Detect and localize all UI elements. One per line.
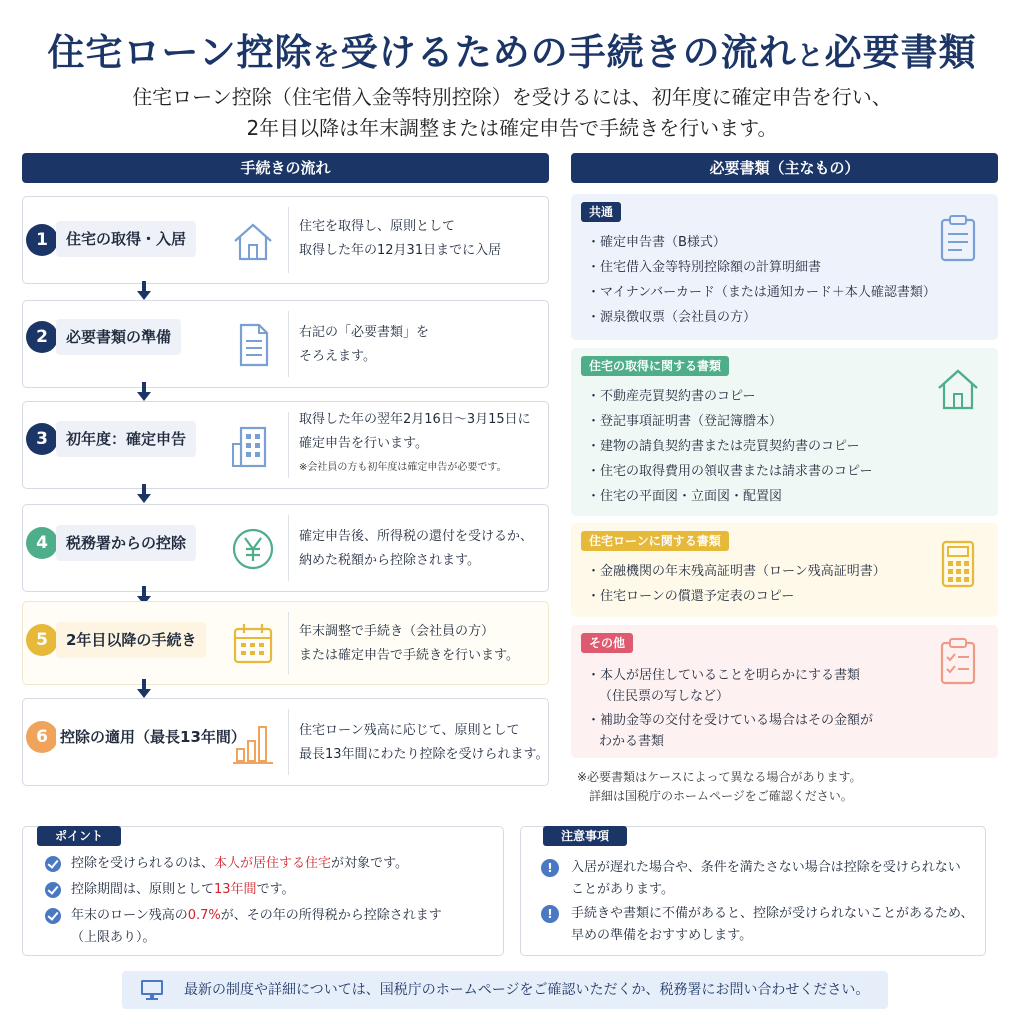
- subtitle-line: 2年目以降は年末調整または確定申告で手続きを行います。: [246, 116, 778, 140]
- desc-line: 住宅ローン残高に応じて、原則として: [299, 723, 520, 738]
- point-highlight: 本人が居住する住宅: [214, 856, 332, 871]
- step-4: [22, 504, 549, 592]
- docs-group-acquisition: [571, 348, 998, 516]
- point-text: です。: [256, 882, 295, 897]
- title-part: 必要書類: [824, 31, 977, 74]
- step-description: [299, 321, 429, 369]
- docs-item: ・住宅借入金等特別控除額の計算明細書: [587, 260, 822, 275]
- docs-item: ・住宅の取得費用の領収書または請求書のコピー: [587, 464, 873, 479]
- bar-chart-icon: [229, 719, 277, 767]
- caution-text: 手続きや書類に不備があると、控除が受けられないことがあるため、: [571, 906, 974, 921]
- subtitle-line: 住宅ローン控除（住宅借入金等特別控除）を受けるには、初年度に確定申告を行い、: [132, 85, 892, 109]
- desc-line: 右記の「必要書類」を: [299, 325, 430, 340]
- point-item: [71, 905, 442, 949]
- docs-list: [587, 665, 873, 752]
- desc-line: 確定申告後、所得税の還付を受けるか、: [299, 529, 534, 544]
- desc-line: そろえます。: [299, 349, 376, 364]
- docs-item: ・源泉徴収票（会社員の方）: [587, 310, 757, 325]
- step-description: [299, 525, 533, 573]
- step-label: 住宅の取得・入居: [56, 221, 196, 257]
- docs-item: （住民票の写しなど）: [599, 689, 730, 704]
- building-icon: [229, 422, 277, 470]
- desc-line: 最長13年間にわたり控除を受けられます。: [299, 747, 549, 762]
- docs-list: [587, 559, 886, 609]
- exclamation-icon: !: [541, 859, 559, 877]
- step-description: [299, 620, 519, 668]
- check-icon: [45, 908, 61, 924]
- desc-line: 納めた税額から控除されます。: [299, 553, 480, 568]
- docs-footnote: [577, 768, 862, 806]
- step-note: ※会社員の方も初年度は確定申告が必要です。: [299, 462, 507, 473]
- docs-item: ・金融機関の年末残高証明書（ローン残高証明書）: [587, 564, 886, 579]
- caution-heading: 注意事項: [543, 826, 627, 846]
- arrow-down-icon: [137, 382, 151, 402]
- info-text: 最新の制度や詳細については、国税庁のホームページをご確認いただくか、税務署にお問い合わせください。: [184, 982, 870, 998]
- docs-group-common: [571, 194, 998, 340]
- docs-item: ・本人が居住していることを明らかにする書類: [587, 668, 861, 683]
- points-heading: ポイント: [37, 826, 121, 846]
- point-text: が対象です。: [331, 856, 408, 871]
- divider: [288, 612, 289, 674]
- docs-group-tag: その他: [581, 633, 633, 653]
- calculator-icon: [936, 539, 980, 589]
- desc-line: 住宅を取得し、原則として: [299, 219, 456, 234]
- title-particle: を: [312, 41, 341, 72]
- caution-text: ことがあります。: [571, 882, 674, 897]
- step-label: 必要書類の準備: [56, 319, 181, 355]
- docs-group-tag: 共通: [581, 202, 621, 222]
- flow-heading: 手続きの流れ: [22, 153, 549, 183]
- caution-item: [547, 857, 961, 901]
- step-3: [22, 401, 549, 489]
- house-icon: [936, 362, 980, 412]
- docs-list: [587, 230, 936, 330]
- exclamation-icon: !: [541, 905, 559, 923]
- clipboard-icon: [936, 214, 980, 264]
- point-text: が、その年の所得税から控除されます: [220, 908, 442, 923]
- docs-item: ・住宅ローンの償還予定表のコピー: [587, 589, 795, 604]
- calendar-icon: [229, 620, 277, 668]
- yen-icon: [229, 525, 277, 573]
- desc-line: 取得した年の12月31日までに入居: [299, 243, 502, 258]
- docs-heading: 必要書類（主なもの）: [571, 153, 998, 183]
- step-1: [22, 196, 549, 284]
- divider: [288, 412, 289, 478]
- step-number: 5: [26, 624, 58, 656]
- divider: [288, 709, 289, 775]
- point-highlight: 0.7%: [187, 908, 221, 923]
- page-subtitle: [0, 82, 1024, 144]
- step-number: 3: [26, 423, 58, 455]
- point-text: 年末のローン残高の: [71, 908, 188, 923]
- footnote-line: ※必要書類はケースによって異なる場合があります。: [577, 770, 862, 784]
- caution-item: [547, 903, 974, 947]
- docs-item: ・補助金等の交付を受けている場合はその金額が: [587, 713, 874, 728]
- docs-item: わかる書類: [599, 734, 665, 749]
- docs-group-tag: 住宅ローンに関する書類: [581, 531, 729, 551]
- caution-text: 入居が遅れた場合や、条件を満たさない場合は控除を受けられない: [571, 860, 961, 875]
- info-bar: [122, 971, 888, 1009]
- docs-item: ・確定申告書（B様式）: [587, 235, 726, 250]
- step-number: 6: [26, 721, 58, 753]
- docs-item: ・登記事項証明書（登記簿謄本）: [587, 414, 783, 429]
- title-particle: と: [796, 41, 825, 72]
- page-title: [0, 22, 1024, 76]
- step-label: 控除の適用（最長13年間）: [56, 719, 250, 755]
- divider: [288, 207, 289, 273]
- step-description: [299, 215, 501, 263]
- title-part: 住宅ローン控除: [47, 31, 313, 74]
- divider: [288, 311, 289, 377]
- desc-line: 年末調整で手続き（会社員の方）: [299, 624, 495, 639]
- docs-item: ・建物の請負契約書または売買契約書のコピー: [587, 439, 860, 454]
- caution-box: [520, 826, 986, 956]
- arrow-down-icon: [137, 484, 151, 504]
- step-number: 1: [26, 224, 58, 256]
- arrow-down-icon: [137, 679, 151, 699]
- monitor-icon: [140, 979, 164, 1001]
- docs-group-tag: 住宅の取得に関する書類: [581, 356, 729, 376]
- step-label: 2年目以降の手続き: [56, 622, 206, 658]
- house-icon: [229, 217, 277, 265]
- step-description: [299, 408, 531, 476]
- desc-line: 取得した年の翌年2月16日〜3月15日に: [299, 412, 531, 427]
- check-icon: [45, 882, 61, 898]
- step-label: 初年度：確定申告: [56, 421, 196, 457]
- step-6: [22, 698, 549, 786]
- desc-line: または確定申告で手続きを行います。: [299, 648, 519, 663]
- title-part: 受けるための手続きの流れ: [340, 31, 797, 74]
- document-icon: [229, 321, 277, 369]
- step-number: 2: [26, 321, 58, 353]
- caution-text: 早めの準備をおすすめします。: [571, 928, 753, 943]
- check-icon: [45, 856, 61, 872]
- docs-item: ・不動産売買契約書のコピー: [587, 389, 756, 404]
- point-text: 控除を受けられるのは、: [71, 856, 215, 871]
- checklist-icon: [936, 637, 980, 687]
- point-highlight: 13年間: [214, 882, 257, 897]
- docs-group-loan: [571, 523, 998, 617]
- point-item: [71, 853, 408, 875]
- footnote-line: 詳細は国税庁のホームページをご確認ください。: [589, 789, 853, 803]
- docs-item: ・マイナンバーカード（または通知カード＋本人確認書類）: [587, 285, 936, 300]
- arrow-down-icon: [137, 281, 151, 301]
- step-description: [299, 719, 549, 767]
- step-number: 4: [26, 527, 58, 559]
- docs-group-other: [571, 625, 998, 758]
- step-label: 税務署からの控除: [56, 525, 196, 561]
- docs-list: [587, 384, 872, 509]
- step-5: [22, 601, 549, 685]
- point-item: [71, 879, 295, 901]
- point-text: 控除期間は、原則として: [71, 882, 215, 897]
- divider: [288, 515, 289, 581]
- desc-line: 確定申告を行います。: [299, 436, 428, 451]
- docs-item: ・住宅の平面図・立面図・配置図: [587, 489, 783, 504]
- step-2: [22, 300, 549, 388]
- point-text: （上限あり）。: [71, 930, 156, 945]
- points-box: [22, 826, 504, 956]
